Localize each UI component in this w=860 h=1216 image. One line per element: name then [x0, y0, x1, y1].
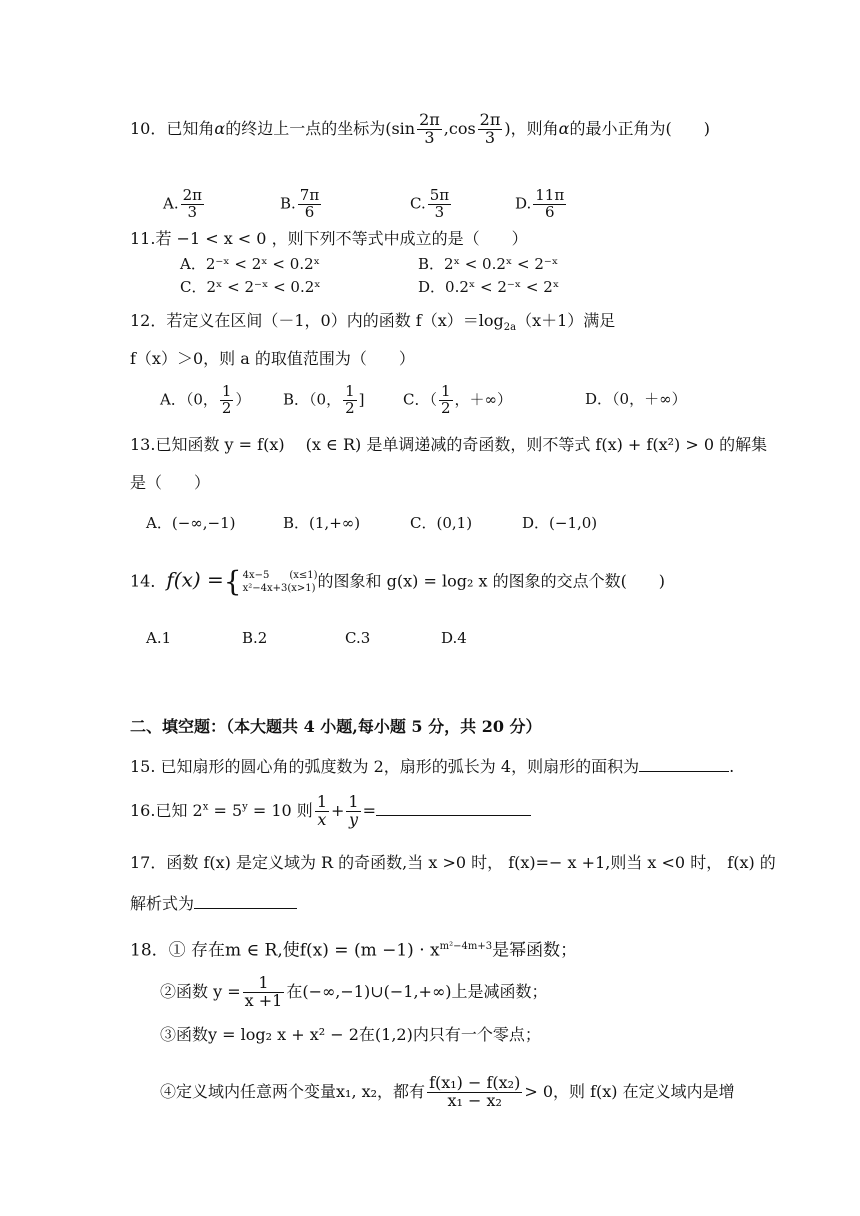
q14-option-b: B.2: [242, 629, 268, 647]
q13-option-d: D．(−1,0): [522, 514, 598, 532]
section-2-title: 二、填空题：（本大题共 4 小题,每小题 5 分，共 20 分）: [130, 717, 542, 736]
question-13-stem-line2: 是（ ）: [130, 473, 211, 492]
question-10-stem: 10．已知角α的终边上一点的坐标为(sin $\frac{2\pi}{3}$ ,cos $\frac{2\pi}{3}$ )，则角α的最小正角为( ): [130, 110, 710, 147]
q12-option-b: B．（0， $\frac{1}{2}$ ]: [283, 382, 365, 417]
q14-option-d: D.4: [441, 629, 467, 647]
answer-blank[interactable]: [194, 894, 297, 909]
question-18-statement-4: ④定义域内任意两个变量x₁, x₂，都有 $\frac{\text{f(x₁) − f(x₂)}}{\text{x₁ − x₂}}$ > 0，则 f(x) 在定义域内是增: [160, 1073, 735, 1110]
question-13-stem-line1: 13.已知函数 y = f(x) (x ∈ R) 是单调递减的奇函数，则不等式 f(x) + f(x²) > 0 的解集: [130, 435, 768, 454]
answer-blank[interactable]: [639, 757, 729, 772]
q12-option-c: C．（ $\frac{1}{2}$ ，＋∞）: [403, 382, 513, 417]
question-15: 15. 已知扇形的圆心角的弧度数为 2，扇形的弧长为 4，则扇形的面积为 .: [130, 757, 735, 776]
answer-blank[interactable]: [376, 801, 531, 816]
question-11-stem: 11.若 −1 < x < 0 ，则下列不等式中成立的是（ ）: [130, 229, 528, 248]
q13-option-a: A．(−∞,−1): [146, 514, 236, 532]
q10-option-d: D. $\frac{11\pi}{6}$: [515, 186, 565, 221]
q12-option-d: D．（0，＋∞）: [585, 390, 687, 408]
q10-option-b: B. $\frac{7\pi}{6}$: [280, 186, 320, 221]
question-18-statement-1: 18．① 存在m ∈ R,使$f(x) = (m -1) \cdot x^{m^2-4m+3}$是幂函数；: [130, 940, 578, 961]
question-16: 16.已知 $2^x = 5^y = 10$ 则 $\frac{1}{x}$ + $\frac{1}{y}$ =: [130, 794, 531, 829]
q10-option-c: C. $\frac{5\pi}{3}$: [410, 186, 450, 221]
question-18-statement-2: ②函数 y = $\frac{1}{x +1}$ 在(−∞,−1)∪(−1,+∞)上是减函数；: [160, 973, 548, 1010]
q12-option-a: A．（0， $\frac{1}{2}$ ）: [160, 382, 251, 417]
q10-option-a: A. $\frac{2\pi}{3}$: [163, 186, 203, 221]
q11-option-d: D．0.2ˣ < 2⁻ˣ < 2ˣ: [418, 278, 560, 296]
question-12-stem-line2: f（x）＞0，则 a 的取值范围为（ ）: [130, 349, 415, 368]
q11-option-c: C．2ˣ < 2⁻ˣ < 0.2ˣ: [180, 278, 321, 296]
question-12-stem-line1: 12．若定义在区间（－1，0）内的函数 $f(x)=\log_{2a}(x+1)$满足: [130, 311, 616, 334]
question-18-statement-3: ③函数y = log₂ x + x² − 2在(1,2)内只有一个零点；: [160, 1025, 541, 1044]
q14-option-a: A.1: [146, 629, 172, 647]
q13-option-b: B．(1,+∞): [283, 514, 361, 532]
question-17-line1: 17．函数 f(x) 是定义域为 R 的奇函数,当 x >0 时， f(x)=− x +1,则当 x <0 时， f(x) 的: [130, 853, 776, 872]
q11-option-a: A．2⁻ˣ < 2ˣ < 0.2ˣ: [180, 255, 320, 273]
fraction: $\frac{2\pi}{3}$: [479, 110, 501, 147]
question-14-stem: 14．f(x) ={ 4x−5 (x≤1) x²−4x+3(x>1) 的图象和 g(x) = log₂ x 的图象的交点个数( ): [130, 565, 666, 598]
q11-option-b: B．2ˣ < 0.2ˣ < 2⁻ˣ: [418, 255, 559, 273]
q13-option-c: C．(0,1): [410, 514, 473, 532]
fraction: $\frac{2\pi}{3}$: [419, 110, 440, 147]
question-17-line2: 解析式为: [130, 893, 297, 915]
q14-option-c: C.3: [345, 629, 371, 647]
